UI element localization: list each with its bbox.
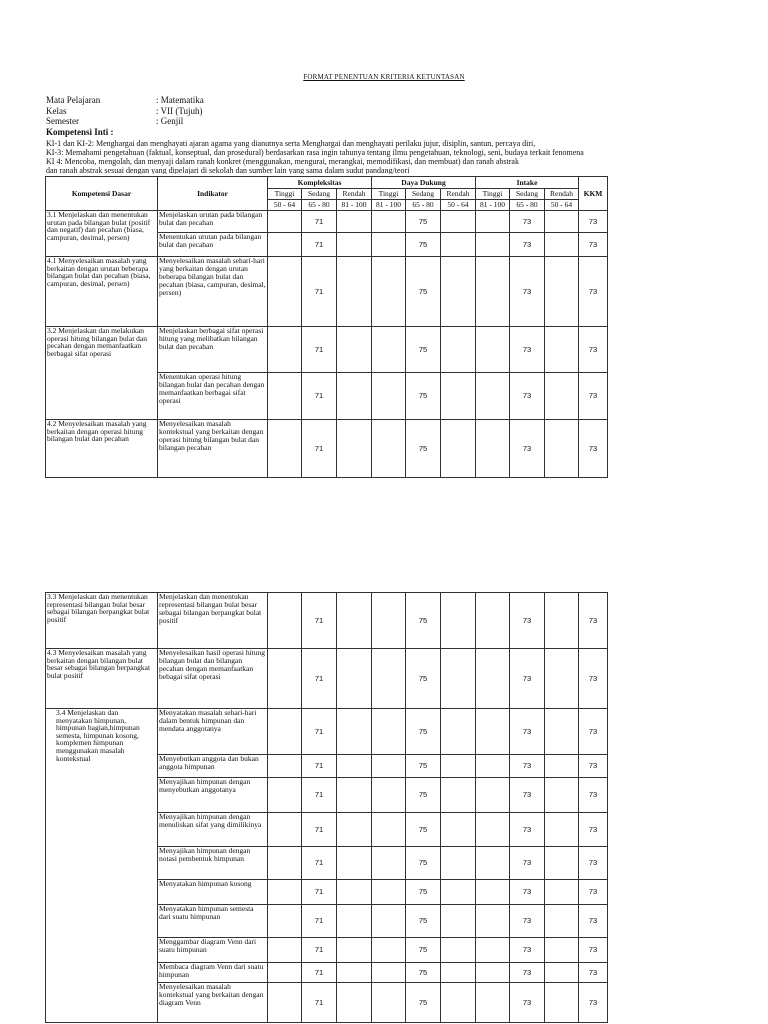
daya-dukung-value: 75	[406, 983, 441, 1023]
table-row	[46, 327, 608, 373]
daya-dukung-value: 75	[406, 327, 441, 373]
indikator-header: Indikator	[158, 177, 268, 211]
intake-value: 73	[510, 755, 545, 778]
kd-cell	[46, 257, 158, 327]
indikator-text: Menentukan urutan pada bilangan bulat dan pecahan	[159, 233, 262, 249]
kkm-value: 73	[579, 755, 608, 778]
table-row	[46, 211, 608, 233]
range-header: 65 - 80	[510, 200, 545, 211]
kd-text: 3.3 Menjelaskan dan menentukan representasi bilangan bulat besar sebagai bilangan berpangkat bulat positif	[47, 593, 150, 624]
indikator-text: Menentukan operasi hitung bilangan bulat dan pecahan dengan memanfaatkan berbagai sifat operasi	[159, 373, 265, 405]
daya-dukung-value: 75	[406, 778, 441, 813]
kompleksitas-value: 71	[302, 373, 337, 420]
intake-header: Intake	[476, 177, 579, 189]
kompleksitas-value: 71	[302, 938, 337, 963]
range-header: 81 - 100	[476, 200, 510, 211]
kompleksitas-value: 71	[302, 847, 337, 880]
table-row	[46, 649, 608, 709]
kompleksitas-value: 71	[302, 963, 337, 983]
intake-value: 73	[510, 938, 545, 963]
indikator-cell	[158, 709, 268, 755]
indikator-text: Menjelaskan urutan pada bilangan bulat dan pecahan	[159, 211, 263, 227]
kd-cell	[46, 420, 158, 478]
ki-line: KI 4: Mencoba, mengolah, dan menyaji dalam ranah konkret (menggunakan, mengurai, merangkai, memodifikasi, dan membuat) dan ranah abstrak	[46, 157, 519, 166]
range-header: 65 - 80	[406, 200, 441, 211]
indikator-cell	[158, 813, 268, 847]
intake-value: 73	[510, 211, 545, 233]
daya-dukung-value: 75	[406, 649, 441, 709]
kd-text: 4.1 Menyelesaikan masalah yang berkaitan dengan urutan beberapa bilangan bulat dan pecahan (biasa, campuran, desimal, persen)	[47, 257, 151, 288]
indikator-text: Menyatakan himpunan semesta dari suatu himpunan	[159, 905, 254, 921]
level-header: Sedang	[510, 189, 545, 200]
ki-line: KI-1 dan KI-2: Menghargai dan menghayati ajaran agama yang dianutnya serta Menghargai dan menghayati perilaku jujur, disiplin, santun, percaya diri,	[46, 139, 536, 148]
daya-dukung-value: 75	[406, 211, 441, 233]
page-title: FORMAT PENENTUAN KRITERIA KETUNTASAN	[303, 73, 465, 81]
kkm-value: 73	[579, 905, 608, 938]
daya-dukung-value: 75	[406, 847, 441, 880]
daya-dukung-value: 75	[406, 813, 441, 847]
ki-line: KI-3: Memahami pengetahuan (faktual, konseptual, dan prosedural) berdasarkan rasa ingin tahunya tentang ilmu pengetahuan, teknologi, seni, budaya terkait fenomena	[46, 148, 584, 157]
kkm-value: 73	[579, 813, 608, 847]
info-value: : VII (Tujuh)	[156, 105, 203, 116]
kkm-value: 73	[579, 420, 608, 478]
indikator-cell	[158, 373, 268, 420]
indikator-cell	[158, 649, 268, 709]
table-row	[46, 709, 608, 755]
table-row	[46, 593, 608, 649]
range-header: 65 - 80	[302, 200, 337, 211]
range-header: 50 - 64	[268, 200, 302, 211]
kd-text: 4.3 Menyelesaikan masalah yang berkaitan dengan bilangan bulat besar sebagai bilangan berpangkat bulat positif	[47, 649, 151, 680]
info-value: : Genjil	[156, 116, 184, 126]
daya-dukung-value: 75	[406, 593, 441, 649]
kompleksitas-value: 71	[302, 755, 337, 778]
indikator-cell	[158, 983, 268, 1023]
indikator-cell	[158, 593, 268, 649]
intake-value: 73	[510, 963, 545, 983]
kkm-value: 73	[579, 709, 608, 755]
daya-dukung-value: 75	[406, 233, 441, 257]
intake-value: 73	[510, 327, 545, 373]
indikator-cell	[158, 233, 268, 257]
kkm-value: 73	[579, 778, 608, 813]
kd-cell	[46, 327, 158, 420]
ki-line: dan ranah abstrak sesuai dengan yang dipelajari di sekolah dan sumber lain yang sama dalam sudut pandang/teori	[46, 166, 410, 174]
indikator-text: Menjelaskan berbagai sifat operasi hitung yang melibatkan bilangan bulat dan pecahan	[159, 327, 264, 351]
kompleksitas-value: 71	[302, 905, 337, 938]
kkm-value: 73	[579, 880, 608, 905]
kkm-value: 73	[579, 963, 608, 983]
kompleksitas-value: 71	[302, 420, 337, 478]
daya-dukung-value: 75	[406, 420, 441, 478]
level-header: Rendah	[441, 189, 476, 200]
kompleksitas-value: 71	[302, 327, 337, 373]
kkm-value: 73	[579, 257, 608, 327]
intake-value: 73	[510, 593, 545, 649]
kd-text: 3.4 Menjelaskan dan menyatakan himpunan, himpunan bagian,himpunan semesta, himpunan kosong, komplemen himpunan menggunakan masalah kontekstual	[56, 709, 140, 763]
kd-cell	[46, 593, 158, 649]
kd-text: 3.1 Menjelaskan dan menentukan urutan pada bilangan bulat (positif dan negatif) dan pecahan (biasa, campuran, desimal, persen)	[47, 211, 151, 242]
intake-value: 73	[510, 420, 545, 478]
daya-dukung-value: 75	[406, 709, 441, 755]
indikator-text: Menyelesaikan masalah sehari-hari yang berkaitan dengan urutan beberapa bilangan bulat dan pecahan (biasa, campuran, desimal, persen)	[159, 257, 266, 297]
daya-dukung-value: 75	[406, 373, 441, 420]
kkm-value: 73	[579, 847, 608, 880]
indikator-text: Menjelaskan dan menentukan representasi bilangan bulat besar sebagai bilangan berpangkat bulat positif	[159, 593, 262, 625]
table-row	[46, 257, 608, 327]
intake-value: 73	[510, 983, 545, 1023]
indikator-text: Menyelesaikan hasil operasi hitung bilangan bulat dan bilangan pecahan dengan memanfaatkan bebagai sifat operasi	[159, 649, 266, 681]
indikator-cell	[158, 755, 268, 778]
indikator-cell	[158, 420, 268, 478]
indikator-cell	[158, 778, 268, 813]
level-header: Rendah	[545, 189, 579, 200]
range-header: 50 - 64	[441, 200, 476, 211]
ki-heading: Kompetensi Inti :	[46, 127, 114, 137]
intake-value: 73	[510, 649, 545, 709]
kompleksitas-value: 71	[302, 813, 337, 847]
kompleksitas-value: 71	[302, 257, 337, 327]
kkm-value: 73	[579, 211, 608, 233]
intake-value: 73	[510, 905, 545, 938]
kkm-value: 73	[579, 938, 608, 963]
indikator-text: Membaca diagram Venn dari suatu himpunan	[159, 963, 264, 979]
daya-dukung-value: 75	[406, 257, 441, 327]
indikator-text: Menyelesaikan masalah kontekstual yang berkaitan dengan diagram Venn	[159, 983, 264, 1007]
intake-value: 73	[510, 709, 545, 755]
kkm-value: 73	[579, 983, 608, 1023]
kompleksitas-value: 71	[302, 233, 337, 257]
table-row	[46, 420, 608, 478]
indikator-text: Menyajikan himpunan dengan menuliskan sifat yang dimilikinya	[159, 813, 262, 829]
daya-dukung-header: Daya Dukung	[372, 177, 476, 189]
kompleksitas-value: 71	[302, 649, 337, 709]
kompleksitas-value: 71	[302, 211, 337, 233]
kkm-value: 73	[579, 233, 608, 257]
intake-value: 73	[510, 778, 545, 813]
kkm-value: 73	[579, 373, 608, 420]
kkm-table-page-2	[45, 592, 608, 1023]
info-label: Kelas	[46, 105, 67, 116]
indikator-cell	[158, 847, 268, 880]
indikator-cell	[158, 211, 268, 233]
indikator-text: Menyatakan masalah sehari-hari dalam bentuk himpunan dan mendata anggotanya	[159, 709, 257, 733]
level-header: Tinggi	[268, 189, 302, 200]
level-header: Tinggi	[476, 189, 510, 200]
intake-value: 73	[510, 373, 545, 420]
kd-text: 3.2 Menjelaskan dan melakukan operasi hitung bilangan bulat dan pecahan dengan memanfaatkan berbagai sifat operasi	[47, 327, 147, 358]
indikator-cell	[158, 938, 268, 963]
indikator-cell	[158, 963, 268, 983]
level-header: Rendah	[337, 189, 372, 200]
kkm-table-page-1	[45, 176, 608, 478]
intake-value: 73	[510, 880, 545, 905]
kd-cell	[46, 211, 158, 257]
kkm-value: 73	[579, 649, 608, 709]
level-header: Sedang	[406, 189, 441, 200]
intake-value: 73	[510, 233, 545, 257]
kompleksitas-value: 71	[302, 880, 337, 905]
indikator-cell	[158, 327, 268, 373]
daya-dukung-value: 75	[406, 880, 441, 905]
subject-info	[46, 95, 204, 127]
level-header: Tinggi	[372, 189, 406, 200]
range-header: 81 - 100	[337, 200, 372, 211]
indikator-text: Menyelesaikan masalah kontekstual yang berkaitan dengan operasi hitung bilangan bulat dan bilangan pecahan	[159, 420, 264, 452]
kd-cell	[46, 709, 158, 1023]
daya-dukung-value: 75	[406, 905, 441, 938]
indikator-cell	[158, 880, 268, 905]
daya-dukung-value: 75	[406, 755, 441, 778]
info-label: Mata Pelajaran	[46, 95, 101, 105]
kkm-value: 73	[579, 593, 608, 649]
ki-text	[46, 139, 612, 174]
indikator-text: Menggambar diagram Venn dari suatu himpunan	[159, 938, 257, 954]
indikator-text: Menyajikan himpunan dengan notasi pembentuk himpunan	[159, 847, 251, 863]
info-label: Semester	[46, 116, 79, 126]
range-header: 50 - 64	[545, 200, 579, 211]
kkm-value: 73	[579, 327, 608, 373]
kd-cell	[46, 649, 158, 709]
indikator-cell	[158, 257, 268, 327]
kkm-header: KKM	[579, 177, 608, 211]
kompleksitas-header: Kompleksitas	[268, 177, 372, 189]
indikator-text: Menyatakan himpunan kosong	[159, 880, 252, 888]
intake-value: 73	[510, 257, 545, 327]
intake-value: 73	[510, 847, 545, 880]
daya-dukung-value: 75	[406, 963, 441, 983]
level-header: Sedang	[302, 189, 337, 200]
kompleksitas-value: 71	[302, 983, 337, 1023]
range-header: 81 - 100	[372, 200, 406, 211]
daya-dukung-value: 75	[406, 938, 441, 963]
intake-value: 73	[510, 813, 545, 847]
kd-header: Kompetensi Dasar	[46, 177, 158, 211]
indikator-cell	[158, 905, 268, 938]
kompleksitas-value: 71	[302, 709, 337, 755]
info-value: : Matematika	[156, 95, 204, 105]
indikator-text: Menyajikan himpunan dengan menyebutkan anggotanya	[159, 778, 251, 794]
kd-text: 4.2 Menyelesaikan masalah yang berkaitan dengan operasi hitung bilangan bulat dan pecahan	[47, 420, 147, 444]
kompleksitas-value: 71	[302, 778, 337, 813]
kompleksitas-value: 71	[302, 593, 337, 649]
indikator-text: Menyebutkan anggota dan bukan anggota himpunan	[159, 755, 259, 771]
